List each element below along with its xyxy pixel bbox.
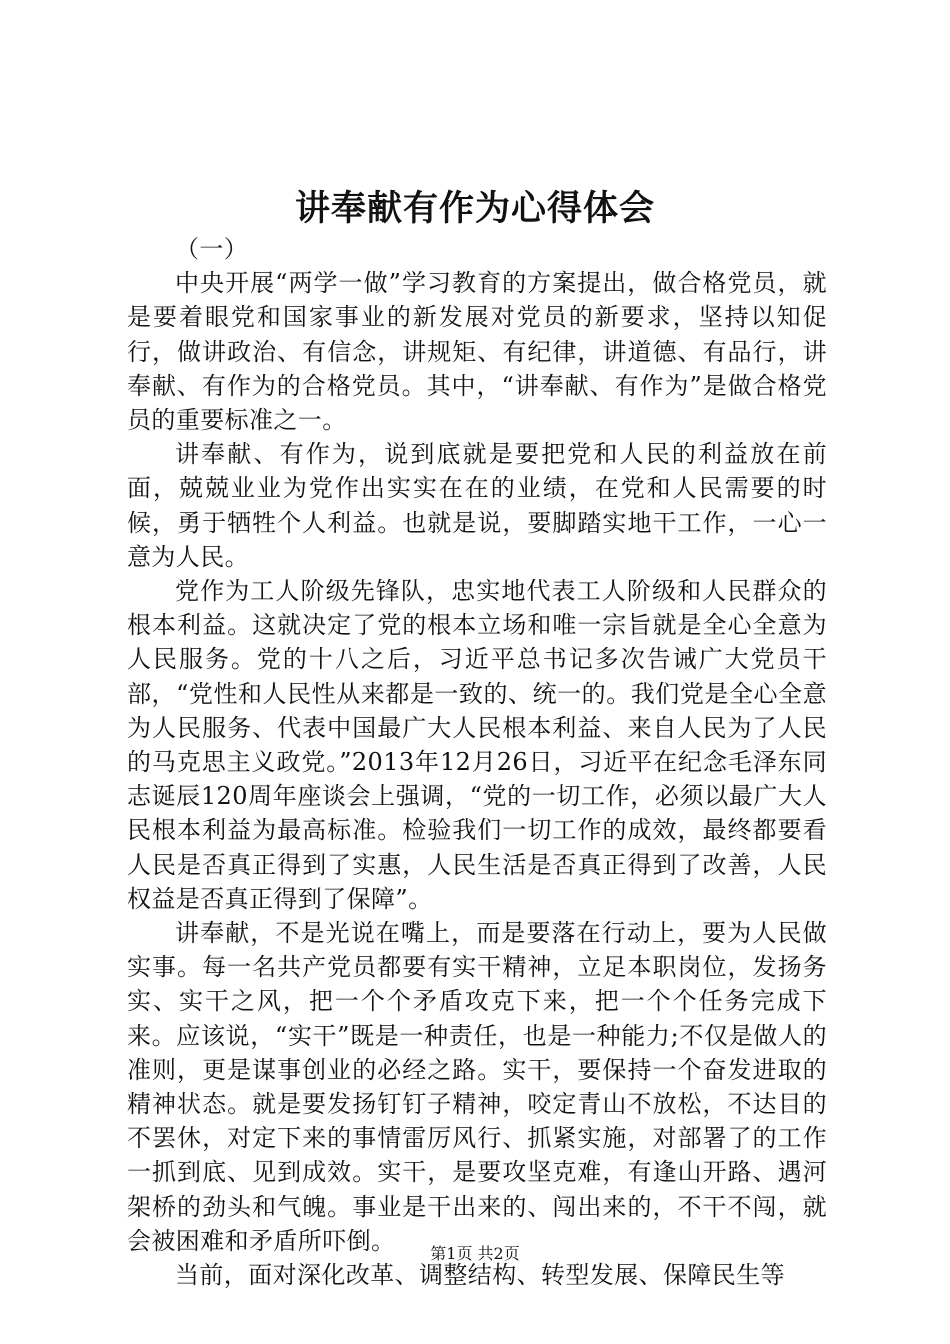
paragraph: 讲奉献、有作为，说到底就是要把党和人民的利益放在前面，兢兢业业为党作出实实在在的业绩，在党和人民需要的时候，勇于牺牲个人利益。也就是说，要脚踏实地干工作，一心一意为人民。 bbox=[127, 440, 827, 571]
page-title: 讲奉献有作为心得体会 bbox=[294, 188, 655, 229]
section-number: （一） bbox=[175, 235, 249, 263]
paragraph: 当前，面对深化改革、调整结构、转型发展、保障民生等 bbox=[175, 1261, 785, 1290]
document-body bbox=[127, 232, 827, 1292]
page-footer: 第1页 共2页 bbox=[430, 1244, 520, 1263]
paragraph: 中央开展“两学一做”学习教育的方案提出，做合格党员，就是要着眼党和国家事业的新发展对党员的新要求，坚持以知促行，做讲政治、有信念，讲规矩、有纪律，讲道德、有品行，讲奉献、有作为的合格党员。其中，“讲奉献、有作为”是做合格党员的重要标准之一。 bbox=[127, 269, 827, 435]
paragraph: 党作为工人阶级先锋队，忠实地代表工人阶级和人民群众的根本利益。这就决定了党的根本立场和唯一宗旨就是全心全意为人民服务。党的十八之后，习近平总书记多次告诫广大党员干部，“党性和人民性从来都是一致的、统一的。我们党是全心全意为人民服务、代表中国最广大人民根本利益、来自人民为了人民的马克思主义政党。”2013年12月26日，习近平在纪念毛泽东同志诞辰120周年座谈会上强调，“党的一切工作，必须以最广大人民根本利益为最高标准。检验我们一切工作的成效，最终都要看人民是否真正得到了实惠，人民生活是否真正得到了改善，人民权益是否真正得到了保障”。 bbox=[127, 577, 827, 913]
paragraph: 讲奉献，不是光说在嘴上，而是要落在行动上，要为人民做实事。每一名共产党员都要有实干精神，立足本职岗位，发扬务实、实干之风，把一个个矛盾攻克下来，把一个个任务完成下来。应该说，“实干”既是一种责任，也是一种能力;不仅是做人的准则，更是谋事创业的必经之路。实干，要保持一个奋发进取的精神状态。就是要发扬钉钉子精神，咬定青山不放松，不达目的不罢休，对定下来的事情雷厉风行、抓紧实施，对部署了的工作一抓到底、见到成效。实干，是要攻坚克难，有逢山开路、遇河架桥的劲头和气魄。事业是干出来的、闯出来的，不干不闯，就会被困难和矛盾所吓倒。 bbox=[127, 919, 827, 1255]
